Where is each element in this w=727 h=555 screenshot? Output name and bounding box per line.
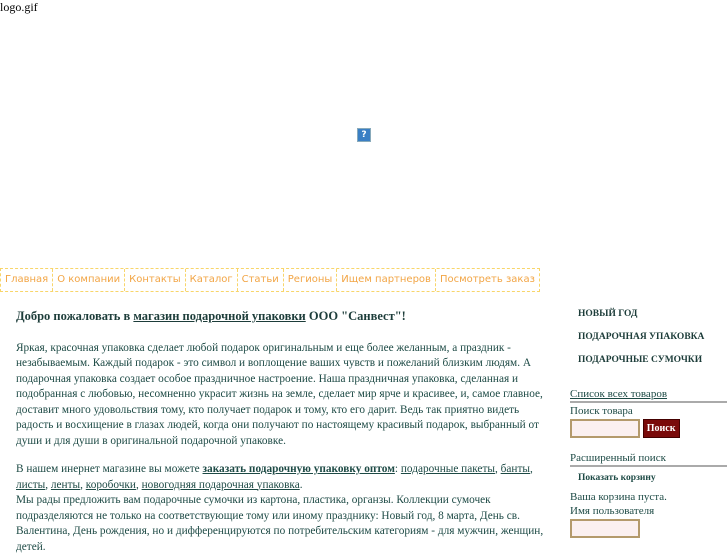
offer-text: В нашем инернет магазине вы можете (16, 463, 203, 475)
show-cart-link[interactable]: Показать корзину (578, 473, 656, 483)
link-sheets[interactable]: листы (16, 478, 46, 491)
advanced-search-link[interactable]: Расширенный поиск (570, 452, 727, 467)
link-new-year[interactable]: новогодняя подарочная упаковка (141, 478, 300, 491)
shop-link[interactable]: магазин подарочной упаковки (133, 309, 306, 323)
top-nav (0, 268, 540, 292)
all-products-link[interactable]: Список всех товаров (570, 388, 668, 400)
link-bows[interactable]: банты (500, 463, 530, 475)
logo-image-alt: logo.gif (0, 0, 38, 14)
nav-articles[interactable]: Статьи (238, 269, 284, 291)
heading-text: Добро пожаловать в (16, 309, 134, 323)
intro-paragraph: Яркая, красочная упаковка сделает любой подарок оригинальным и еще более желанным, а праздник - незабываемым. Каждый подарок - это символ и воплощение ваших чувств и пожеланий близким людям. А подарочная упаковка создает особое праздничное настроение. Наша праздничная упаковка, сделанная и подобранная с любовью, несомненно украсит жизнь на земле, сделает мир ярче и красивее, и, самое главное, доставит много удовольствия тому, кто получает подарок и тому, кто его дарит. Ведь так приятно видеть радость и восхищение в глазах людей, когда они получают по настоящему красивый подарок, выбранный от души и для души в оригинальной подарочной упаковке. (16, 341, 543, 447)
nav-view-order[interactable]: Посмотреть заказ (439, 274, 535, 285)
search-label: Поиск товара (570, 405, 633, 417)
main-content (16, 309, 556, 555)
nav-about[interactable]: О компании (53, 269, 125, 291)
heading-text-end: ООО "Санвест"! (305, 309, 406, 323)
nav-home[interactable]: Главная (1, 269, 53, 291)
link-ribbons[interactable]: ленты (50, 478, 81, 491)
cart-status: Ваша корзина пуста. (570, 491, 667, 503)
category-gift-wrap[interactable]: ПОДАРОЧНАЯ УПАКОВКА (578, 332, 705, 342)
wholesale-link[interactable]: заказать подарочную упаковку оптом (202, 463, 395, 475)
broken-image-icon: ? (357, 128, 371, 142)
username-label: Имя пользователя (570, 505, 655, 517)
nav-contacts[interactable]: Контакты (125, 269, 185, 291)
category-new-year[interactable]: НОВЫЙ ГОД (578, 309, 638, 319)
sidebar (570, 309, 727, 538)
link-boxes[interactable]: коробочки (85, 478, 136, 491)
nav-catalog[interactable]: Каталог (186, 269, 238, 291)
page-title (16, 309, 556, 325)
nav-regions[interactable]: Регионы (284, 269, 338, 291)
username-input[interactable] (570, 519, 640, 538)
search-input[interactable] (570, 419, 640, 438)
category-gift-bags[interactable]: ПОДАРОЧНЫЕ СУМОЧКИ (578, 355, 703, 365)
bags-paragraph: Мы рады предложить вам подарочные сумочки из картона, пластика, органзы. Коллекции сумочек подразделяются не только на соответствующие тому или иному празднику: Новый год, 8 марта, День св. Валентина, День рождения, но и дифференцируются по потребительским категориям - для мужчин, женщин, детей. (16, 494, 544, 553)
nav-partners[interactable]: Ищем партнеров (337, 269, 436, 291)
search-button[interactable]: Поиск (643, 419, 680, 438)
offer-paragraph: В нашем инернет магазине вы можете заказать подарочную упаковку оптом: подарочные пакеты, банты, листы, ленты, коробочки, новогодняя подарочная упаковка. Мы рады предложить вам подарочные сумочки из картона, пластика, органзы. Коллекции сумочек подразделяются не только на соответствующие тому или иному празднику: Новый год, 8 марта, День св. Валентина, День рождения, но и дифференцируются по потребительским категориям - для мужчин, женщин, детей. (16, 463, 544, 553)
link-bags[interactable]: подарочные пакеты (400, 463, 495, 475)
